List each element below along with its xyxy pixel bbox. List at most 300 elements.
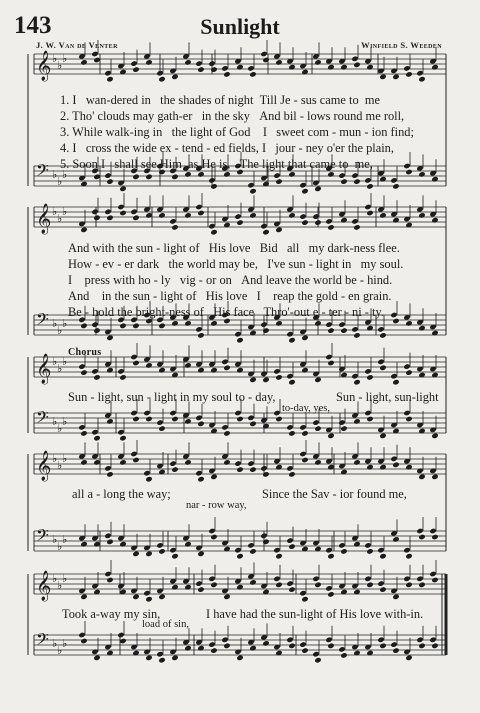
note-head [301, 647, 308, 653]
note-head [340, 425, 347, 431]
note-head [403, 163, 410, 169]
verse-4-line-b: And in the sun - light of His love I reap the gold - en grain. [68, 289, 392, 303]
note-head [158, 76, 165, 82]
note-head [392, 217, 399, 223]
note-head [403, 649, 410, 655]
chorus-label: Chorus [68, 347, 102, 358]
note-head [80, 59, 87, 65]
note-head [418, 582, 425, 588]
flat-sign: ♭ [52, 205, 58, 218]
note-head [156, 542, 163, 548]
note-head [366, 183, 373, 189]
note-head [429, 571, 436, 577]
note-head [390, 312, 397, 318]
note-head [130, 354, 137, 360]
note-head [392, 462, 399, 468]
note-head [418, 171, 425, 177]
note-head [169, 218, 176, 224]
note-head [119, 323, 126, 329]
note-head [392, 647, 399, 653]
flat-sign: ♭ [57, 212, 63, 225]
note-head [143, 590, 150, 596]
note-head [418, 534, 425, 540]
note-head [236, 64, 243, 70]
note-head [403, 363, 410, 369]
note-head [210, 229, 217, 235]
note-head [104, 70, 111, 76]
note-head [210, 320, 217, 326]
note-head [184, 418, 191, 424]
note-head [106, 367, 113, 373]
note-head [117, 632, 124, 638]
note-head [91, 649, 98, 655]
note-head [262, 57, 269, 63]
note-head [106, 76, 113, 82]
note-head [210, 367, 217, 373]
note-head [301, 188, 308, 194]
note-head [119, 210, 126, 216]
note-head [208, 60, 215, 66]
note-head [184, 171, 191, 177]
note-head [301, 367, 308, 373]
note-head [390, 456, 397, 462]
note-head [379, 212, 386, 218]
note-head [312, 180, 319, 186]
note-head [275, 416, 282, 422]
note-head [405, 320, 412, 326]
composer-credit: Winfield S. Weeden [361, 40, 442, 50]
note-head [327, 591, 334, 597]
note-head [325, 427, 332, 433]
note-head [431, 577, 438, 583]
note-head [249, 579, 256, 585]
note-head [104, 571, 111, 577]
note-head [234, 410, 241, 416]
flat-sign: ♭ [57, 324, 63, 337]
note-head [130, 545, 137, 551]
note-head [93, 655, 100, 661]
note-head [314, 657, 321, 663]
note-head [392, 379, 399, 385]
note-head [288, 64, 295, 70]
note-head [299, 424, 306, 430]
note-head [236, 655, 243, 661]
note-head [416, 528, 423, 534]
note-head [379, 433, 386, 439]
note-head [262, 423, 269, 429]
note-head [390, 588, 397, 594]
note-head [288, 643, 295, 649]
note-head [143, 649, 150, 655]
note-head [80, 323, 87, 329]
verse-2-line-b: How - ev - er dark the world may be, I've sun - light in my soul. [68, 257, 404, 271]
verse-1-line-b: And with the sun - light of His love Bid all my dark-ness flee. [68, 241, 400, 255]
note-head [221, 359, 228, 365]
note-head [353, 332, 360, 338]
note-head [327, 327, 334, 333]
note-head [78, 363, 85, 369]
note-head [80, 541, 87, 547]
note-head [260, 223, 267, 229]
note-head [286, 537, 293, 543]
note-head [403, 576, 410, 582]
note-head [260, 321, 267, 327]
note-head [353, 178, 360, 184]
note-head [366, 416, 373, 422]
note-head [78, 632, 85, 638]
note-head [275, 178, 282, 184]
note-head [208, 468, 215, 474]
note-head [104, 209, 111, 215]
flat-sign: ♭ [52, 168, 58, 181]
note-head [301, 596, 308, 602]
note-head [234, 649, 241, 655]
note-head [221, 424, 228, 430]
note-head [431, 534, 438, 540]
note-head [366, 210, 373, 216]
note-head [405, 416, 412, 422]
note-head [340, 178, 347, 184]
note-head [353, 418, 360, 424]
note-head [390, 68, 397, 74]
treble-clef: 𝄞 [36, 204, 52, 234]
note-head [104, 172, 111, 178]
flat-sign: ♭ [52, 637, 58, 650]
note-head [429, 427, 436, 433]
note-head [366, 64, 373, 70]
note-head [221, 65, 228, 71]
note-head [145, 59, 152, 65]
note-head [379, 365, 386, 371]
note-head [171, 584, 178, 590]
note-head [338, 419, 345, 425]
note-head [288, 430, 295, 436]
note-head [364, 368, 371, 374]
note-head [416, 637, 423, 643]
note-head [132, 323, 139, 329]
note-head [273, 221, 280, 227]
note-head [418, 212, 425, 218]
note-head [197, 367, 204, 373]
note-head [234, 331, 241, 337]
note-head [392, 74, 399, 80]
note-head [132, 594, 139, 600]
note-head [338, 542, 345, 548]
note-head [169, 460, 176, 466]
note-head [351, 172, 358, 178]
note-head [327, 643, 334, 649]
note-head [262, 471, 269, 477]
note-head [299, 451, 306, 457]
note-head [210, 582, 217, 588]
flat-sign: ♭ [57, 540, 63, 553]
note-head [106, 539, 113, 545]
note-head [418, 474, 425, 480]
note-head [249, 188, 256, 194]
note-head [314, 377, 321, 383]
note-head [379, 74, 386, 80]
bass-clef: 𝄢 [36, 629, 49, 653]
note-head [377, 427, 384, 433]
note-head [299, 329, 306, 335]
note-head [104, 465, 111, 471]
note-head [314, 320, 321, 326]
note-head [288, 171, 295, 177]
note-head [80, 430, 87, 436]
note-head [195, 415, 202, 421]
note-head [130, 588, 137, 594]
flat-sign: ♭ [62, 317, 68, 330]
note-head [171, 174, 178, 180]
note-head [158, 425, 165, 431]
note-head [366, 548, 373, 554]
note-head [364, 542, 371, 548]
verse-3-line: 3. While walk-ing in the light of God I sweet com - mun - ion find; [60, 125, 414, 139]
note-head [262, 539, 269, 545]
note-head [351, 373, 358, 379]
note-head [340, 327, 347, 333]
treble-clef: 𝄞 [36, 451, 52, 481]
note-head [403, 410, 410, 416]
note-head [314, 425, 321, 431]
flat-sign: ♭ [62, 415, 68, 428]
note-head [405, 655, 412, 661]
verse-2-line: 2. Tho' clouds may gath-er in the sky And bil - lows round me roll, [60, 109, 405, 123]
note-head [223, 171, 230, 177]
chorus-line-2: all a - long the way; [72, 487, 171, 501]
note-head [431, 643, 438, 649]
note-head [184, 645, 191, 651]
flat-sign: ♭ [57, 422, 63, 435]
note-head [275, 59, 282, 65]
note-head [403, 65, 410, 71]
note-head [405, 169, 412, 175]
note-head [145, 174, 152, 180]
note-head [236, 367, 243, 373]
note-head [184, 541, 191, 547]
note-head [260, 51, 267, 57]
note-head [325, 637, 332, 643]
chorus-line-2-right: Since the Sav - ior found me, [262, 487, 407, 501]
note-head [377, 359, 384, 365]
note-head [234, 547, 241, 553]
note-head [210, 183, 217, 189]
note-head [132, 174, 139, 180]
note-head [249, 466, 256, 472]
note-head [143, 545, 150, 551]
flat-sign: ♭ [52, 355, 58, 368]
note-head [119, 435, 126, 441]
note-head [104, 329, 111, 335]
note-head [197, 421, 204, 427]
note-head [340, 64, 347, 70]
note-head [210, 66, 217, 72]
note-head [106, 215, 113, 221]
note-head [158, 594, 165, 600]
note-head [234, 460, 241, 466]
note-head [236, 584, 243, 590]
note-head [195, 545, 202, 551]
note-head [236, 553, 243, 559]
note-head [106, 418, 113, 424]
flat-sign: ♭ [57, 175, 63, 188]
note-head [353, 459, 360, 465]
note-head [405, 582, 412, 588]
note-head [403, 547, 410, 553]
note-head [353, 62, 360, 68]
note-head [223, 459, 230, 465]
note-head [286, 424, 293, 430]
note-head [91, 368, 98, 374]
note-head [184, 59, 191, 65]
note-head [117, 204, 124, 210]
note-head [171, 553, 178, 559]
note-head [143, 410, 150, 416]
flat-sign: ♭ [52, 52, 58, 65]
note-head [390, 641, 397, 647]
note-head [184, 584, 191, 590]
note-head [301, 335, 308, 341]
note-head [91, 429, 98, 435]
note-head [262, 229, 269, 235]
note-head [377, 547, 384, 553]
note-head [91, 209, 98, 215]
note-head [262, 327, 269, 333]
note-head [210, 647, 217, 653]
note-head [119, 186, 126, 192]
note-head [208, 223, 215, 229]
note-head [236, 219, 243, 225]
note-head [117, 180, 124, 186]
note-head [208, 177, 215, 183]
note-head [338, 172, 345, 178]
note-head [145, 476, 152, 482]
note-head [260, 465, 267, 471]
note-head [210, 534, 217, 540]
note-head [299, 182, 306, 188]
note-head [353, 541, 360, 547]
note-head [301, 219, 308, 225]
note-head [156, 419, 163, 425]
bass-clef: 𝄢 [36, 309, 49, 333]
note-head [80, 594, 87, 600]
flat-sign: ♭ [62, 533, 68, 546]
note-head [210, 474, 217, 480]
note-head [392, 318, 399, 324]
note-head [171, 320, 178, 326]
note-head [314, 186, 321, 192]
flat-sign: ♭ [57, 644, 63, 657]
note-head [418, 76, 425, 82]
bass-clef: 𝄢 [36, 525, 49, 549]
note-head [236, 337, 243, 343]
note-head [106, 577, 113, 583]
note-head [78, 588, 85, 594]
note-head [184, 459, 191, 465]
note-head [169, 547, 176, 553]
flat-sign: ♭ [62, 52, 68, 65]
note-head [145, 655, 152, 661]
note-head [156, 588, 163, 594]
note-head [286, 637, 293, 643]
note-head [338, 321, 345, 327]
flat-sign: ♭ [52, 572, 58, 585]
note-head [327, 433, 334, 439]
note-head [234, 213, 241, 219]
flat-sign: ♭ [57, 59, 63, 72]
note-head [340, 548, 347, 554]
note-head [197, 645, 204, 651]
note-head [93, 327, 100, 333]
note-head [327, 224, 334, 230]
note-head [169, 68, 176, 74]
note-head [390, 177, 397, 183]
note-head [262, 377, 269, 383]
note-head [197, 210, 204, 216]
note-head [171, 74, 178, 80]
note-head [312, 213, 319, 219]
note-head [377, 580, 384, 586]
note-head [171, 466, 178, 472]
note-head [117, 429, 124, 435]
note-head [171, 224, 178, 230]
note-head [379, 586, 386, 592]
note-head [379, 176, 386, 182]
note-head [78, 221, 85, 227]
note-head [416, 70, 423, 76]
note-head [273, 576, 280, 582]
note-head [249, 212, 256, 218]
note-head [247, 182, 254, 188]
note-head [78, 424, 85, 430]
note-head [130, 410, 137, 416]
flat-sign: ♭ [57, 459, 63, 472]
treble-clef: 𝄞 [36, 571, 52, 601]
note-head [301, 457, 308, 463]
note-head [132, 215, 139, 221]
note-head [130, 60, 137, 66]
treble-clef: 𝄞 [36, 51, 52, 81]
note-head [145, 416, 152, 422]
note-head [195, 470, 202, 476]
flat-sign: ♭ [62, 452, 68, 465]
note-head [351, 56, 358, 62]
note-head [247, 460, 254, 466]
note-head [80, 227, 87, 233]
note-head [156, 651, 163, 657]
note-head [286, 465, 293, 471]
note-head [130, 209, 137, 215]
note-head [171, 655, 178, 661]
note-head [249, 377, 256, 383]
note-head [364, 410, 371, 416]
note-head [91, 321, 98, 327]
note-head [119, 541, 126, 547]
note-head [392, 594, 399, 600]
note-head [327, 360, 334, 366]
note-head [366, 464, 373, 470]
note-head [405, 71, 412, 77]
note-head [340, 652, 347, 658]
hymn-title: Sunlight [200, 14, 280, 39]
note-head [262, 640, 269, 646]
note-head [351, 218, 358, 224]
note-head [312, 576, 319, 582]
note-head [366, 374, 373, 380]
hymn-number: 143 [14, 12, 52, 39]
note-head [132, 66, 139, 72]
note-head [106, 178, 113, 184]
